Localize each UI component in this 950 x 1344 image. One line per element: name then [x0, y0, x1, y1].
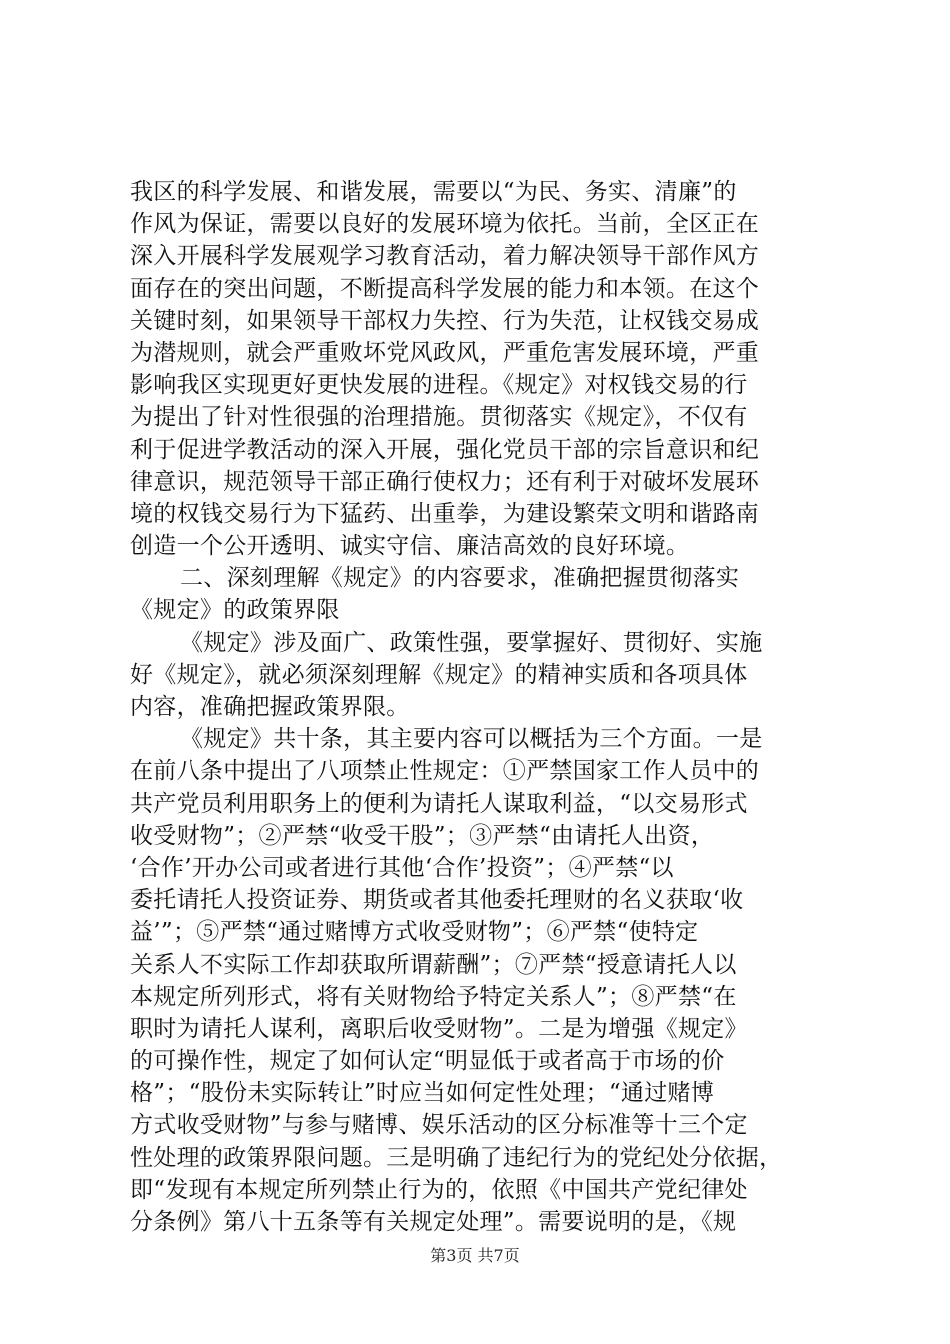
text-line: ‘合作’开办公司或者进行其他‘合作’投资”；④严禁“以 — [130, 854, 674, 881]
document-body — [130, 176, 830, 1238]
text-line: 即“发现有本规定所列禁止行为的，依照《中国共产党纪律处 — [130, 1176, 748, 1203]
text-line: 方式收受财物”与参与赌博、娱乐活动的区分标准等十三个定 — [130, 1112, 748, 1139]
text-line: 境的权钱交易行为下猛药、出重拳，为建设繁荣文明和谐路南 — [130, 500, 760, 527]
text-line: 委托请托人投资证券、期货或者其他委托理财的名义获取‘收 — [130, 887, 744, 914]
text-line: 关系人不实际工作却获取所谓薪酬”；⑦严禁“授意请托人以 — [130, 951, 737, 978]
text-line: 分条例》第八十五条等有关规定处理”。需要说明的是，《规 — [130, 1209, 737, 1235]
text-line: 性处理的政策界限问题。三是明确了违纪行为的党纪处分依据， — [130, 1144, 783, 1171]
section-heading-continued: 《规定》的政策界限 — [130, 597, 340, 624]
text-line: 益’”；⑤严禁“通过赌博方式收受财物”；⑥严禁“使特定 — [130, 919, 699, 946]
text-line: 面存在的突出问题，不断提高科学发展的能力和本领。在这个 — [130, 275, 760, 302]
text-line: 为提出了针对性很强的治理措施。贯彻落实《规定》，不仅有 — [130, 404, 748, 431]
text-line: 格”；“股份未实际转让”时应当如何定性处理；“通过赌博 — [130, 1080, 715, 1107]
text-line: 《规定》共十条，其主要内容可以概括为三个方面。一是 — [180, 726, 763, 753]
text-line: 深入开展科学发展观学习教育活动，着力解决领导干部作风方 — [130, 243, 760, 270]
text-line: 关键时刻，如果领导干部权力失控、行为失范，让权钱交易成 — [130, 307, 760, 334]
text-line: 在前八条中提出了八项禁止性规定：①严禁国家工作人员中的 — [130, 758, 760, 785]
text-line: 好《规定》，就必须深刻理解《规定》的精神实质和各项具体 — [130, 661, 748, 688]
page-number-footer: 第3页 共7页 — [430, 1246, 520, 1265]
text-line: 共产党员利用职务上的便利为请托人谋取利益，“以交易形式 — [130, 790, 748, 817]
text-line: 创造一个公开透明、诚实守信、廉洁高效的良好环境。 — [130, 533, 690, 560]
text-line: 利于促进学教活动的深入开展，强化党员干部的宗旨意识和纪 — [130, 436, 760, 463]
text-line: 职时为请托人谋利，离职后收受财物”。二是为增强《规定》 — [130, 1015, 748, 1042]
text-line: 本规定所列形式，将有关财物给予特定关系人”；⑧严禁“在 — [130, 983, 737, 1010]
text-line: 《规定》涉及面广、政策性强，要掌握好、贯彻好、实施 — [180, 629, 763, 656]
text-line: 影响我区实现更好更快发展的进程。《规定》对权钱交易的行 — [130, 372, 748, 399]
text-line: 内容，准确把握政策界限。 — [130, 694, 410, 720]
text-line: 作风为保证，需要以良好的发展环境为依托。当前，全区正在 — [130, 211, 760, 238]
text-line: 收受财物”；②严禁“收受干股”；③严禁“由请托人出资， — [130, 822, 715, 849]
text-line: 我区的科学发展、和谐发展，需要以“为民、务实、清廉”的 — [130, 179, 737, 205]
text-line: 的可操作性，规定了如何认定“明显低于或者高于市场的价 — [130, 1048, 725, 1075]
section-heading: 二、深刻理解《规定》的内容要求，准确把握贯彻落实 — [180, 565, 740, 592]
text-line: 为潜规则，就会严重败坏党风政风，严重危害发展环境，严重 — [130, 339, 760, 366]
text-line: 律意识，规范领导干部正确行使权力；还有利于对破坏发展环 — [130, 468, 760, 495]
